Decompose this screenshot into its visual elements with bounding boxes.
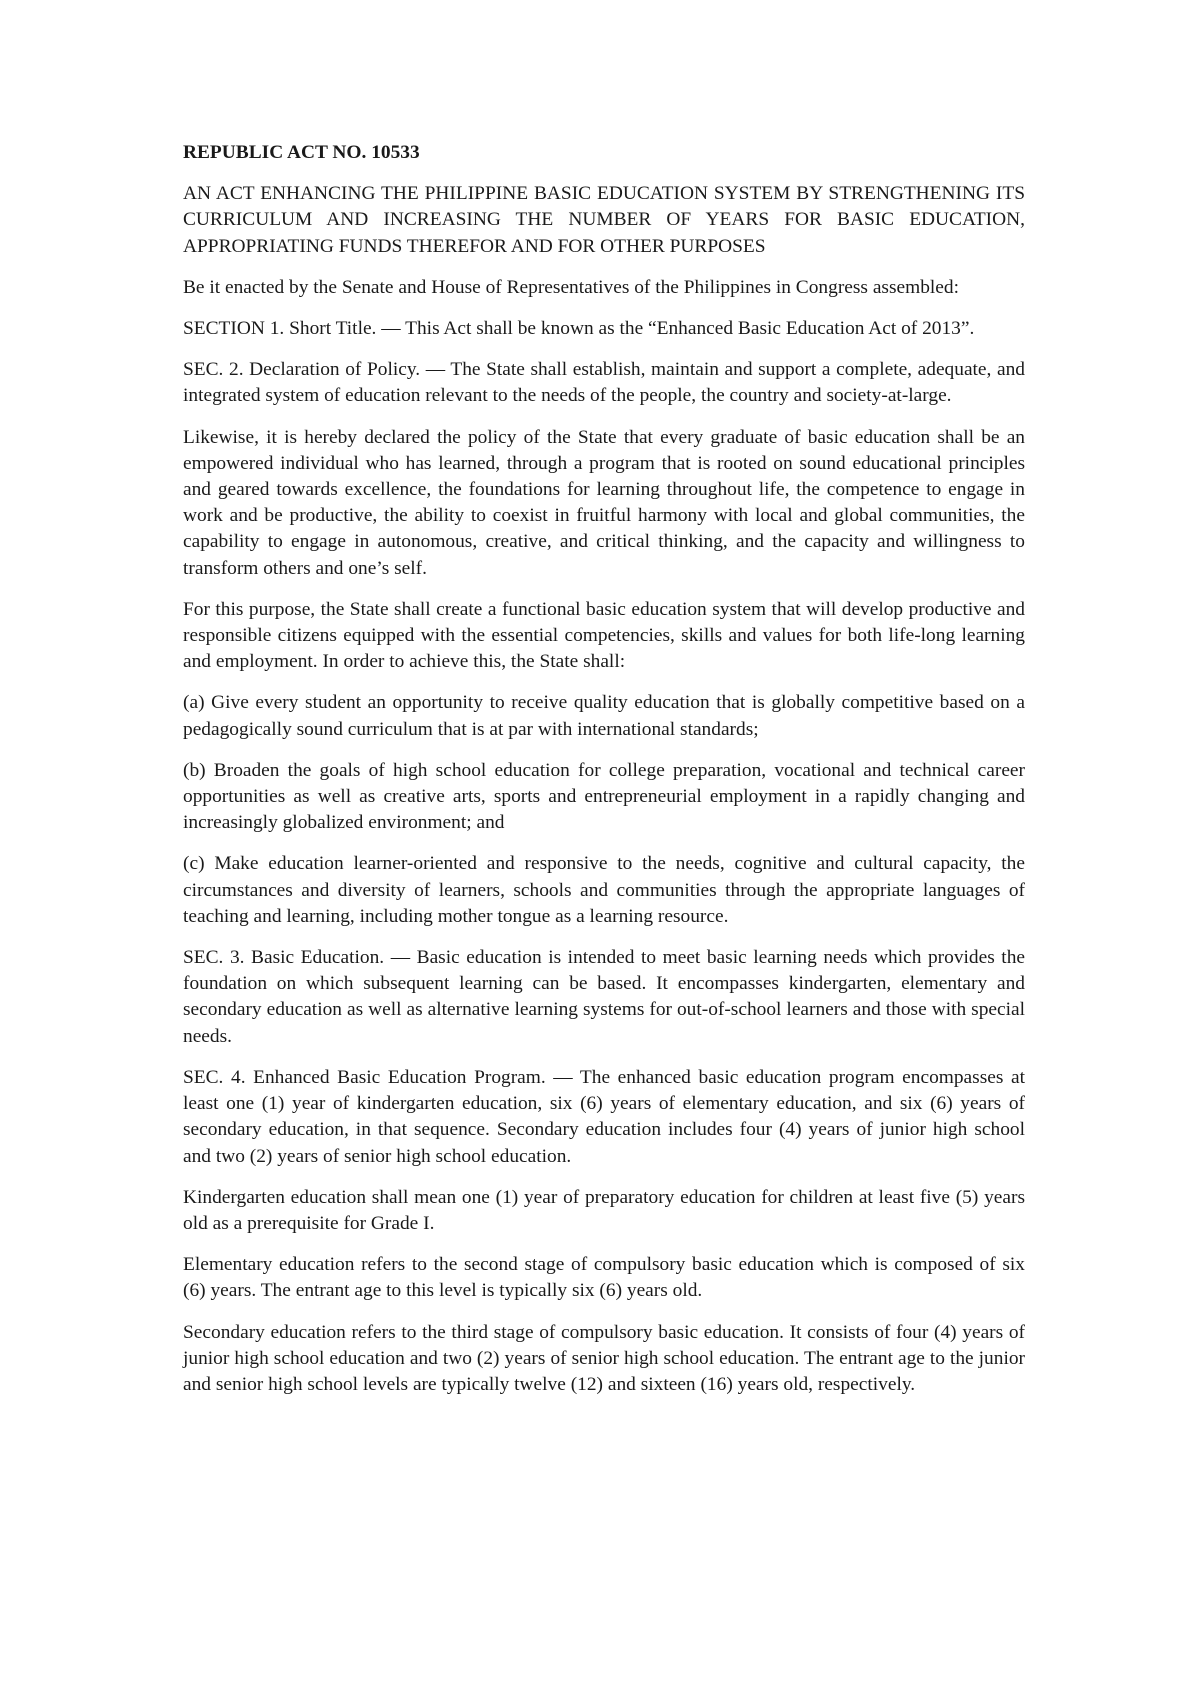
purpose-paragraph: For this purpose, the State shall create a functional basic education system that will develop productive and responsible citizens equipped with the essential competencies, skills and values for both life-long learning and employment. In order to achieve this, the State shall: [183,598,1025,673]
item-a: (a) Give every student an opportunity to receive quality education that is globally competitive based on a pedagogically sound curriculum that is at par with international standards; [183,692,1025,740]
section-1-short-title: SECTION 1. Short Title. — This Act shall be known as the “Enhanced Basic Education Act of 2013”. [183,318,975,340]
secondary-paragraph: Secondary education refers to the third stage of compulsory basic education. It consists of four (4) years of junior high school education and two (2) years of senior high school education. The entrant age to the junior and senior high school levels are typically twelve (12) and sixteen (16) years old, respectively. [183,1321,1025,1395]
enacting-clause: Be it enacted by the Senate and House of Representatives of the Philippines in Congress assembled: [183,276,959,298]
item-b: (b) Broaden the goals of high school education for college preparation, vocational and technical career opportunities as well as creative arts, sports and entrepreneurial employment in a rapidly changing and increasingly globalized environment; and [183,759,1025,834]
act-subtitle: AN ACT ENHANCING THE PHILIPPINE BASIC EDUCATION SYSTEM BY STRENGTHENING ITS CURRICULUM AND INCREASING THE NUMBER OF YEARS FOR BASIC EDUCATION, APPROPRIATING FUNDS THEREFOR AND FOR OTHER PURPOSES [183,183,1025,257]
section-4-enhanced-program: SEC. 4. Enhanced Basic Education Program. — The enhanced basic education program encompasses at least one (1) year of kindergarten education, six (6) years of elementary education, and six (6) years of secondary education, in that sequence. Secondary education includes four (4) years of junior high school and two (2) years of senior high school education. [183,1066,1025,1167]
document-body [183,140,1025,1413]
section-3-basic-education: SEC. 3. Basic Education. — Basic education is intended to meet basic learning needs which provides the foundation on which subsequent learning can be based. It encompasses kindergarten, elementary and secondary education as well as alternative learning systems for out-of-school learners and those with special needs. [183,947,1025,1047]
policy-paragraph: Likewise, it is hereby declared the policy of the State that every graduate of basic education shall be an empowered individual who has learned, through a program that is rooted on sound educational principles and geared towards excellence, the foundations for learning throughout life, the competence to engage in work and be productive, the ability to coexist in fruitful harmony with local and global communities, the capability to engage in autonomous, creative, and critical thinking, and the capacity and willingness to transform others and one’s self. [183,426,1025,579]
kindergarten-paragraph: Kindergarten education shall mean one (1) year of preparatory education for children at least five (5) years old as a prerequisite for Grade I. [183,1186,1025,1234]
elementary-paragraph: Elementary education refers to the second stage of compulsory basic education which is composed of six (6) years. The entrant age to this level is typically six (6) years old. [183,1254,1025,1302]
item-c: (c) Make education learner-oriented and responsive to the needs, cognitive and cultural capacity, the circumstances and diversity of learners, schools and communities through the appropriate languages of teaching and learning, including mother tongue as a learning resource. [183,853,1025,927]
section-2-declaration-of-policy: SEC. 2. Declaration of Policy. — The State shall establish, maintain and support a complete, adequate, and integrated system of education relevant to the needs of the people, the country and society-at-large. [183,359,1025,407]
act-title: REPUBLIC ACT NO. 10533 [183,142,420,163]
